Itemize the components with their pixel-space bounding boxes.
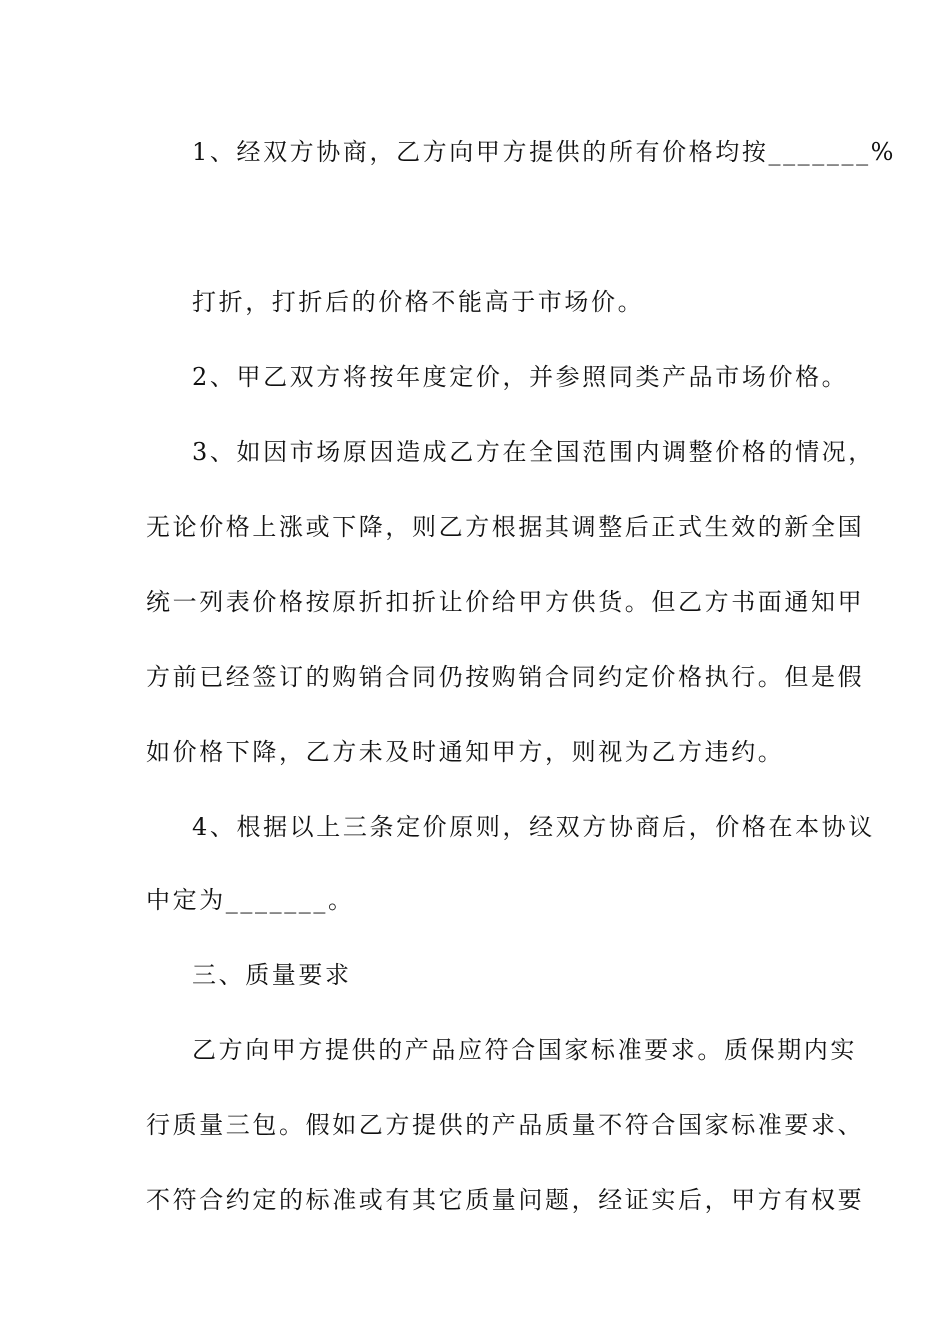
- paragraph-3-line-1: 3、如因市场原因造成乙方在全国范围内调整价格的情况，: [192, 438, 875, 466]
- paragraph-3-line-5: 如价格下降，乙方未及时通知甲方，则视为乙方违约。: [146, 738, 785, 766]
- section-heading-quality: 三、质量要求: [192, 961, 352, 989]
- paragraph-4-line-2: 中定为_______。: [146, 886, 355, 914]
- paragraph-5-line-3: 不符合约定的标准或有其它质量问题，经证实后，甲方有权要: [146, 1186, 865, 1214]
- paragraph-1-line-2: 打折，打折后的价格不能高于市场价。: [192, 288, 645, 316]
- paragraph-1-line-1: 1、经双方协商，乙方向甲方提供的所有价格均按_______%: [192, 138, 897, 166]
- paragraph-3-line-3: 统一列表价格按原折扣折让价给甲方供货。但乙方书面通知甲: [146, 588, 865, 616]
- paragraph-4-line-1: 4、根据以上三条定价原则，经双方协商后，价格在本协议: [192, 813, 875, 841]
- paragraph-5-line-2: 行质量三包。假如乙方提供的产品质量不符合国家标准要求、: [146, 1111, 865, 1139]
- paragraph-3-line-4: 方前已经签订的购销合同仍按购销合同约定价格执行。但是假: [146, 663, 865, 691]
- paragraph-5-line-1: 乙方向甲方提供的产品应符合国家标准要求。质保期内实: [192, 1036, 857, 1064]
- paragraph-3-line-2: 无论价格上涨或下降，则乙方根据其调整后正式生效的新全国: [146, 513, 865, 541]
- paragraph-2-line-1: 2、甲乙双方将按年度定价，并参照同类产品市场价格。: [192, 363, 849, 391]
